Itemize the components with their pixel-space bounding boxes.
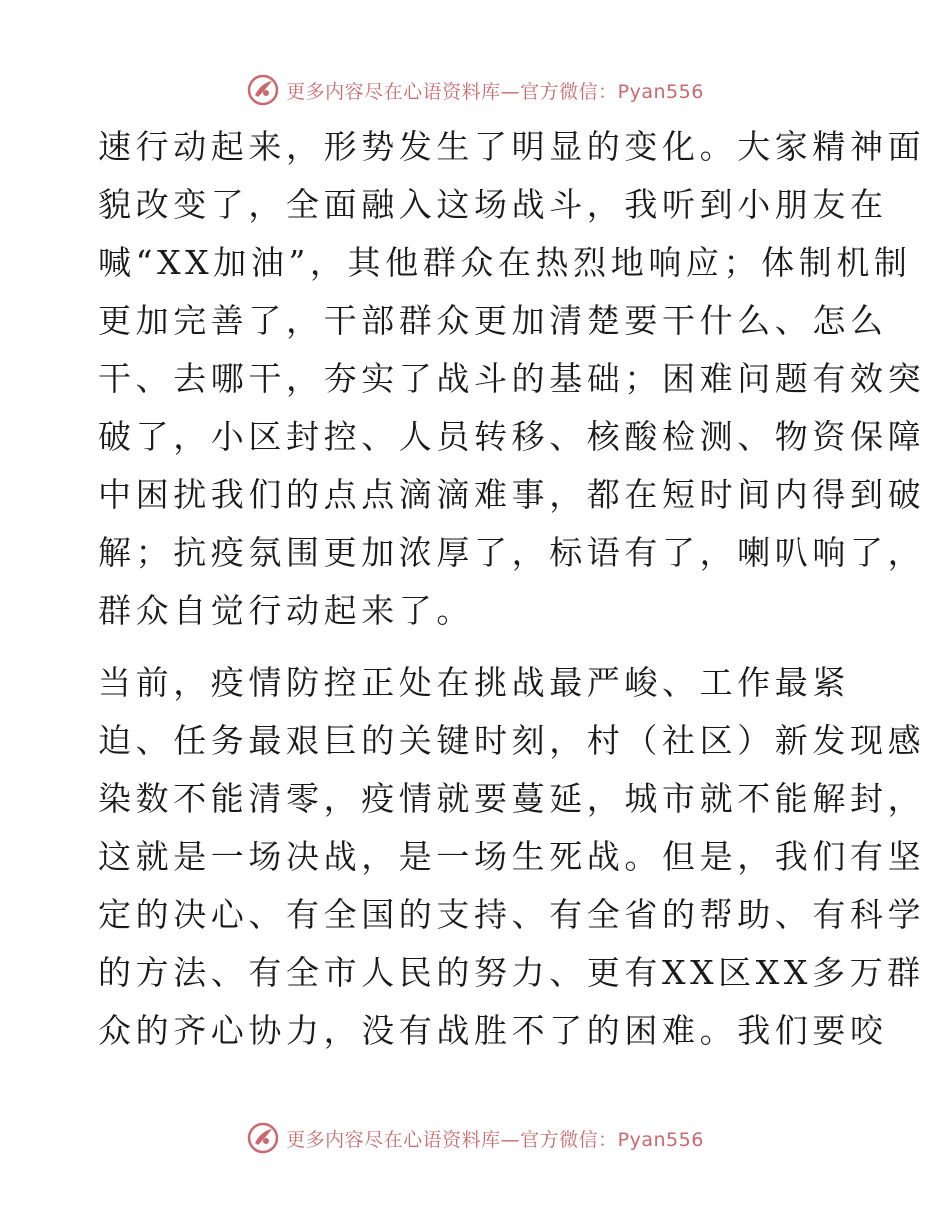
logo-icon [246,73,280,107]
paragraph-gap [98,640,858,654]
text-line: 喊“XX加油”，其他群众在热烈地响应；体制机制 [98,243,912,282]
text-line: 干、去哪干，夯实了战斗的基础；困难问题有效突 [98,359,926,398]
document-body [98,118,926,1060]
text-line: 貌改变了，全面融入这场战斗，我听到小朋友在 [98,185,888,224]
paragraph-1 [98,118,926,640]
text-line: 破了，小区封控、人员转移、核酸检测、物资保障 [98,417,926,456]
text-line: 定的决心、有全国的支持、有全省的帮助、有科学 [98,895,926,934]
text-line: 解；抗疫氛围更加浓厚了，标语有了，喇叭响了， [98,533,926,572]
text-line: 这就是一场决战，是一场生死战。但是，我们有坚 [98,837,926,876]
text-line: 众的齐心协力，没有战胜不了的困难。我们要咬 [98,1011,888,1050]
footer-banner [0,1118,950,1158]
header-banner [0,70,950,110]
text-line: 迫、任务最艰巨的关键时刻，村（社区）新发现感 [98,721,926,760]
logo-icon [246,1121,280,1155]
paragraph-2 [98,654,926,1060]
text-line: 群众自觉行动起来了。 [98,591,474,630]
footer-banner-text: 更多内容尽在心语资料库—官方微信：Pyan556 [286,1128,704,1151]
text-line: 更加完善了，干部群众更加清楚要干什么、怎么 [98,301,888,340]
text-line: 中困扰我们的点点滴滴难事，都在短时间内得到破 [98,475,926,514]
text-line: 染数不能清零，疫情就要蔓延，城市就不能解封， [98,779,926,818]
text-line: 当前，疫情防控正处在挑战最严峻、工作最紧 [98,663,850,702]
header-banner-text: 更多内容尽在心语资料库—官方微信：Pyan556 [286,80,704,103]
text-line: 的方法、有全市人民的努力、更有XX区XX多万群 [98,953,925,992]
text-line: 速行动起来，形势发生了明显的变化。大家精神面 [98,127,926,166]
